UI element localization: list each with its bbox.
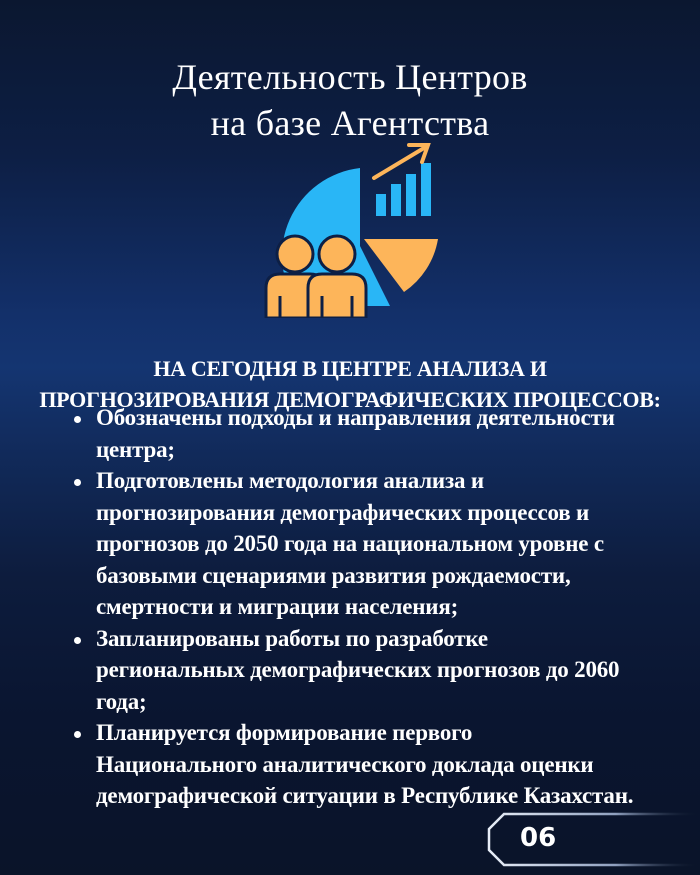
list-item-line: прогнозов до 2050 года на национальном уровне с	[96, 531, 604, 556]
bullet-icon	[74, 479, 81, 486]
demographics-analytics-icon	[262, 136, 442, 318]
list-item-line: Планируется формирование первого	[96, 720, 473, 745]
bullet-icon	[74, 731, 81, 738]
list-item-line: прогнозирования демографических процессов и	[96, 499, 590, 525]
list-item-line: года;	[96, 688, 147, 714]
list-item-line: региональных демографических прогнозов до 2060	[96, 657, 620, 682]
page-number-badge	[486, 812, 700, 867]
page-title-line-2: на базе Агентства	[210, 103, 490, 144]
list-item-line: центра;	[96, 436, 175, 462]
growth-arrow-icon	[374, 145, 428, 178]
list-item-line: Запланированы работы по разработке	[96, 625, 488, 651]
list-item-line: Национального аналитического доклада оценки	[96, 751, 594, 777]
list-item	[70, 402, 690, 465]
list-item-line: Обозначены подходы и направления деятельности	[96, 405, 615, 430]
section-subtitle-line-1: НА СЕГОДНЯ В ЦЕНТРЕ АНАЛИЗА И	[153, 356, 547, 382]
list-item	[70, 717, 690, 812]
bullet-icon	[74, 637, 81, 644]
page-title	[0, 54, 700, 146]
list-item	[70, 465, 690, 623]
list-item-line: базовыми сценариями развития рождаемости,	[96, 562, 571, 588]
list-item	[70, 623, 690, 718]
bullet-icon	[74, 416, 81, 423]
list-item-line: смертности и миграции населения;	[96, 594, 459, 619]
list-item-line: демографической ситуации в Республике Казахстан.	[96, 783, 634, 808]
achievements-list	[70, 402, 690, 812]
section-subtitle-line-2: ПРОГНОЗИРОВАНИЯ ДЕМОГРАФИЧЕСКИХ ПРОЦЕССОВ:	[39, 387, 661, 413]
page-number: 06	[520, 823, 557, 853]
page-title-line-1: Деятельность Центров	[172, 57, 528, 98]
list-item-line: Подготовлены методология анализа и	[96, 468, 484, 493]
